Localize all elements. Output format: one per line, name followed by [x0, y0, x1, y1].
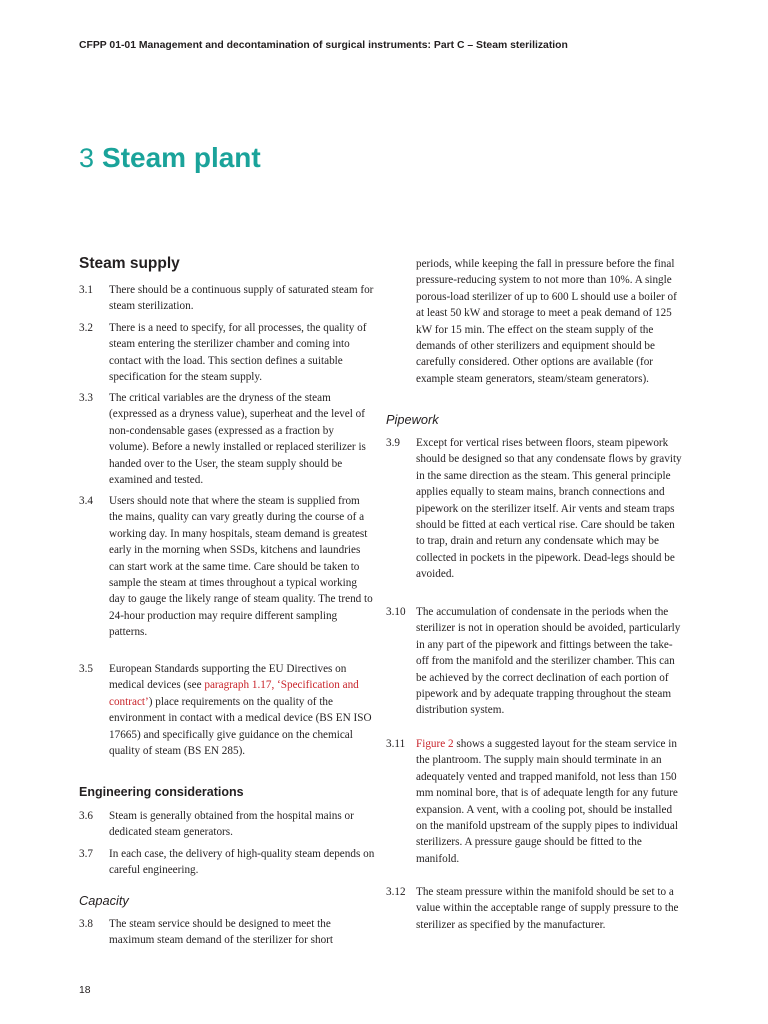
paragraph-text: There should be a continuous supply of saturated steam for steam sterilization.: [109, 284, 374, 313]
paragraph-text: periods, while keeping the fall in pressure before the final pressure-reducing system to not more than 10%. A single porous-load sterilizer of up to 600 L should use a boiler of at least 50 kW and storage to meet a peak demand of 125 kW for 15 min. The effect on the steam supply of the demands of other sterilizers and equipment should be carefully considered. Other options are available (for example steam generators, steam/steam generators).: [416, 258, 677, 385]
paragraph-link[interactable]: paragraph 1.17, ‘Specification and contract’: [109, 679, 359, 708]
paragraph-text: Figure 2 shows a suggested layout for the steam service in the plantroom. The supply main should terminate in an adequately vented and trapped manifold, not less than 150 mm nominal bore, that is of adequate length for any future expansion. A vent, with a cooling pot, should be installed on the manifold upstream of the supply pipes to individual sterilizers. A pressure gauge should be fitted to the manifold.: [416, 738, 678, 865]
paragraph-number: 3.9: [386, 437, 400, 449]
paragraph-text: Users should note that where the steam is supplied from the mains, quality can vary greatly during the course of a working day. In many hospitals, steam demand is greatest early in the morning when SSDs, kitchens and laundries can start work at the same time. Care should be taken to sample the steam at times throughout a typical working day to gauge the likely range of steam quality. The trend to 24-hour production may require different sampling patterns.: [109, 495, 373, 639]
paragraph-number: 3.10: [386, 606, 406, 618]
paragraph-number: 3.3: [79, 392, 93, 404]
paragraph-3-12: [386, 884, 682, 933]
paragraph-number: 3.4: [79, 495, 93, 507]
section-heading-steam-supply: Steam supply: [79, 255, 180, 272]
section-heading-engineering: Engineering considerations: [79, 785, 244, 799]
section-heading-capacity: Capacity: [79, 893, 129, 908]
figure-link[interactable]: Figure 2: [416, 738, 454, 750]
paragraph-number: 3.11: [386, 738, 406, 750]
chapter-title: [79, 142, 261, 174]
paragraph-text: The critical variables are the dryness of the steam (expressed as a dryness value), superheat and the level of non-condensable gases (expressed as a fraction by volume). Before a newly installed or replaced sterilizer is handed over to the User, the steam supply should be examined and tested.: [109, 392, 366, 487]
paragraph-text: European Standards supporting the EU Directives on medical devices (see paragraph 1.17, ‘Specification and contract’) place requirements on the quality of the environment in contact with a medical device (BS EN ISO 17665) and specifically give guidance on the chemical quality of steam (BS EN 285).: [109, 663, 372, 758]
paragraph-number: 3.12: [386, 886, 406, 898]
paragraph-text: The steam service should be designed to meet the maximum steam demand of the sterilizer for short: [109, 918, 333, 947]
paragraph-3-7: [79, 846, 375, 879]
paragraph-text: The steam pressure within the manifold should be set to a value within the acceptable range of supply pressure to the sterilizer as specified by the manufacturer.: [416, 886, 679, 931]
paragraph-text: Steam is generally obtained from the hospital mains or dedicated steam generators.: [109, 810, 354, 839]
paragraph-text: The accumulation of condensate in the periods when the sterilizer is not in operation should be avoided, particularly in any part of the pipework and fittings between the take-off from the manifold and the sterilizer chamber. This can be achieved by the correct declination of each portion of pipework and by adequate trapping throughout the steam distribution system.: [416, 606, 681, 717]
chapter-number: 3: [79, 143, 95, 173]
paragraph-3-10: [386, 604, 682, 719]
page-number: 18: [79, 985, 91, 996]
paragraph-number: 3.2: [79, 322, 93, 334]
paragraph-text: There is a need to specify, for all processes, the quality of steam entering the sterilizer chamber and coming into contact with the load. This section defines a suitable specification for the steam supply.: [109, 322, 367, 384]
paragraph-3-5: [79, 661, 375, 759]
paragraph-number: 3.6: [79, 810, 93, 822]
paragraph-3-9: [386, 435, 682, 583]
paragraph-text: In each case, the delivery of high-quality steam depends on careful engineering.: [109, 848, 375, 877]
paragraph-3-6: [79, 808, 375, 841]
paragraph-3-2: [79, 320, 375, 386]
paragraph-3-1: [79, 282, 375, 315]
paragraph-3-3: [79, 390, 375, 488]
running-head: CFPP 01-01 Management and decontamination of surgical instruments: Part C – Steam sterilization: [79, 40, 568, 51]
paragraph-3-4: [79, 493, 375, 641]
paragraph-number: 3.8: [79, 918, 93, 930]
paragraph-number: 3.5: [79, 663, 93, 675]
paragraph-3-8: [79, 916, 375, 949]
paragraph-3-8-continued: [386, 256, 682, 387]
paragraph-3-11: [386, 736, 682, 867]
paragraph-number: 3.1: [79, 284, 93, 296]
paragraph-text: Except for vertical rises between floors, steam pipework should be designed so that any condensate flows by gravity in the same direction as the steam. This general principle applies equally to steam mains, branch connections and pipework on the sterilizer itself. Air vents and steam traps should be fitted at each vertical rise. Care should be taken to trap, drain and return any condensate which may be collected in pockets in the pipework. Dead-legs should be avoided.: [416, 437, 682, 581]
paragraph-number: 3.7: [79, 848, 93, 860]
chapter-title-text: Steam plant: [102, 142, 261, 173]
section-heading-pipework: Pipework: [386, 412, 439, 427]
